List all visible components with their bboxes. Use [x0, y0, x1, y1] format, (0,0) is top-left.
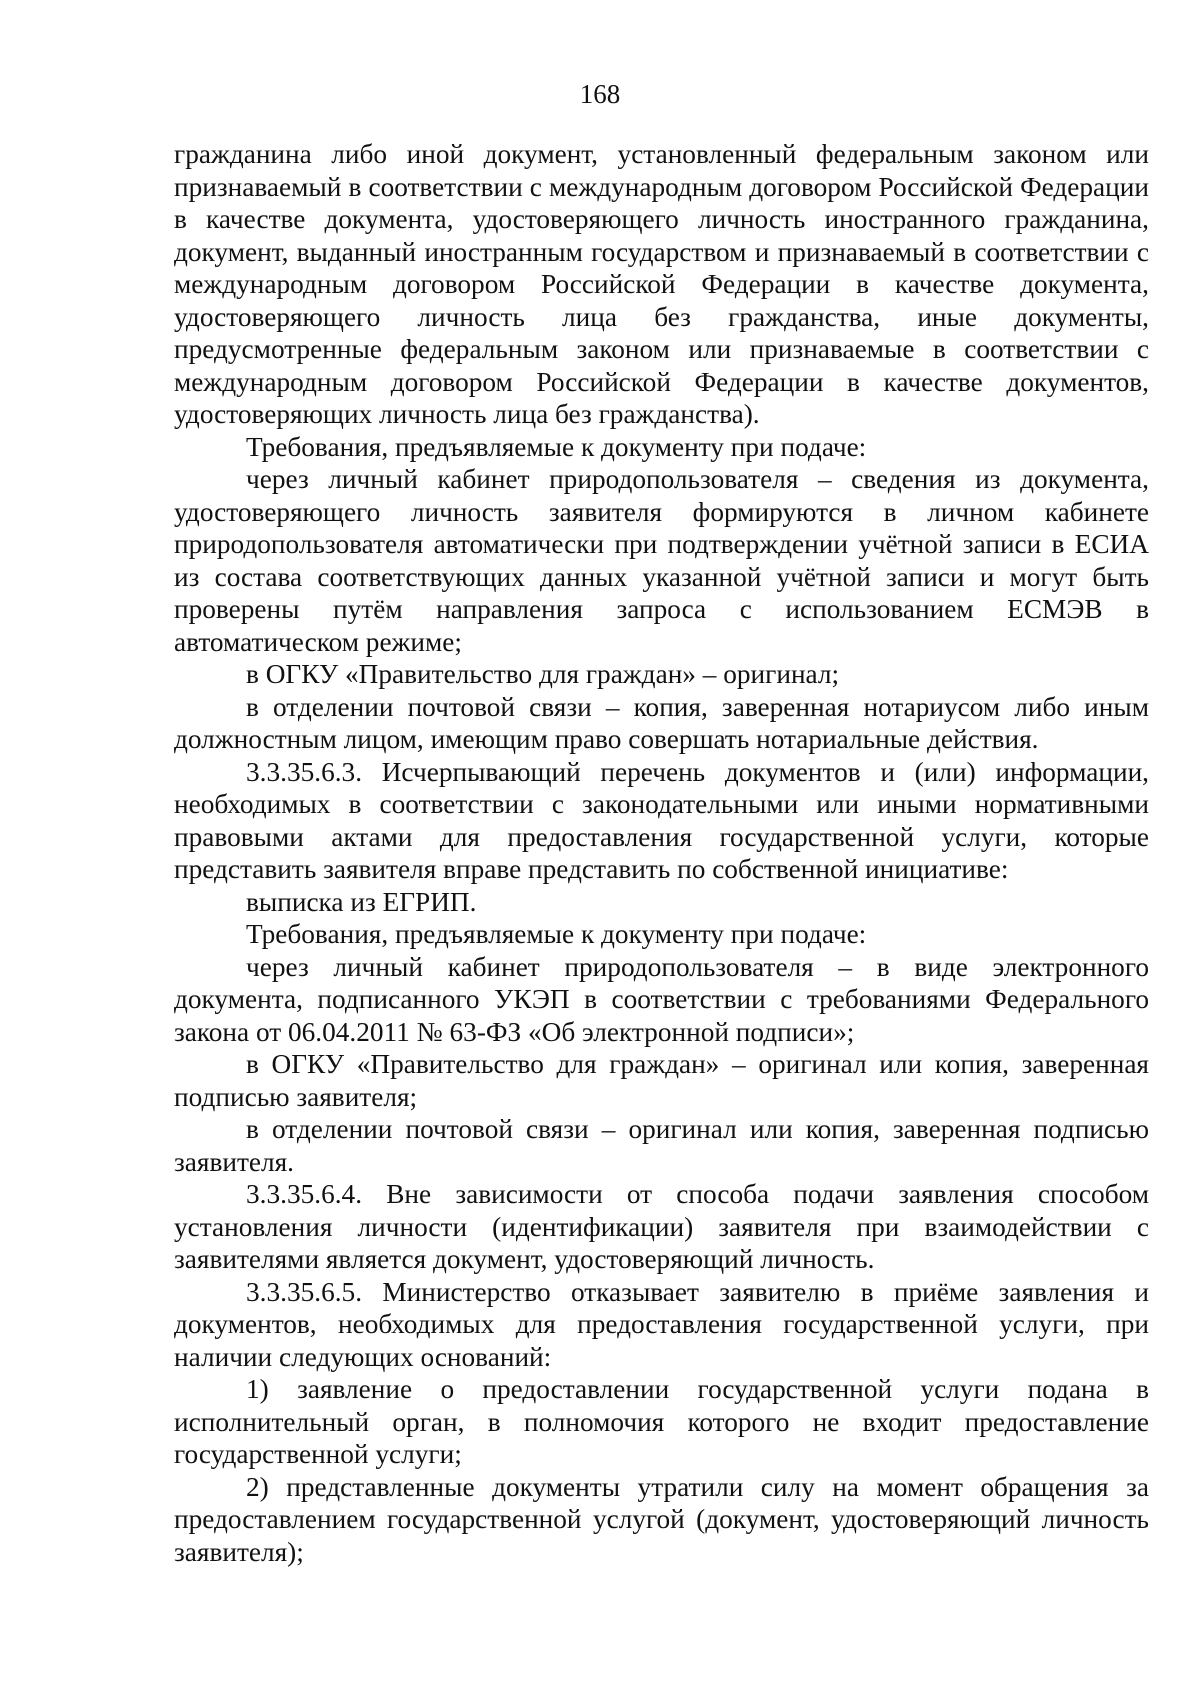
paragraph-8: Требования, предъявляемые к документу при подаче: — [246, 919, 867, 949]
paragraph-3: через личный кабинет природопользователя – сведения из документа, удостоверяющего личность заявителя формируются в личном кабинете природопользователя автоматически при подтверждении учётной записи в ЕСИА из состава соответствующих данных указанной учётной записи и могут быть проверены путём направления запроса с использованием ЕСМЭВ в автоматическом режиме; — [174, 464, 1149, 657]
paragraph-11: в отделении почтовой связи – оригинал или копия, заверенная подписью заявителя. — [174, 1114, 1149, 1177]
paragraph-1: гражданина либо иной документ, установленный федеральным законом или признаваемый в соответствии с международным договором Российской Федерации в качестве документа, удостоверяющего личность иностранного гражданина, документ, выданный иностранным государством и признаваемый в соответствии с международным договором Российской Федерации в качестве документа, удостоверяющего личность лица без гражданства, иные документы, предусмотренные федеральным законом или признаваемые в соответствии с международным договором Российской Федерации в качестве документов, удостоверяющих личность лица без гражданства). — [174, 139, 1149, 429]
paragraph-14: 1) заявление о предоставлении государственной услуги подана в исполнительный орган, в полномочия которого не входит предоставление государственной услуги; — [174, 1374, 1149, 1469]
paragraph-5: в отделении почтовой связи – копия, заверенная нотариусом либо иным должностным лицом, имеющим право совершать нотариальные действия. — [174, 691, 1149, 754]
paragraph-15: 2) представленные документы утратили силу на момент обращения за предоставлением государственной услугой (документ, удостоверяющий личность заявителя); — [174, 1471, 1149, 1567]
paragraph-13: 3.3.35.6.5. Министерство отказывает заявителю в приёме заявления и документов, необходимых для предоставления государственной услуги, при наличии следующих оснований: — [174, 1276, 1149, 1372]
paragraph-12: 3.3.35.6.4. Вне зависимости от способа подачи заявления способом установления личности (идентификации) заявителя при взаимодействии с заявителями является документ, удостоверяющий личность. — [174, 1179, 1149, 1274]
paragraph-4: в ОГКУ «Правительство для граждан» – оригинал; — [246, 659, 840, 689]
paragraph-9: через личный кабинет природопользователя – в виде электронного документа, подписанного УКЭП в соответствии с требованиями Федерального закона от 06.04.2011 № 63-ФЗ «Об электронной подписи»; — [174, 951, 1149, 1047]
paragraph-10: в ОГКУ «Правительство для граждан» – оригинал или копия, заверенная подписью заявителя; — [174, 1049, 1149, 1112]
document-body — [174, 138, 1149, 1568]
paragraph-2: Требования, предъявляемые к документу при подаче: — [246, 431, 867, 462]
page-number: 168 — [579, 79, 621, 109]
paragraph-7: выписка из ЕГРИП. — [246, 886, 477, 917]
paragraph-6: 3.3.35.6.3. Исчерпывающий перечень документов и (или) информации, необходимых в соответствии с законодательными или иными нормативными правовыми актами для предоставления государственной услуги, которые представить заявителя вправе представить по собственной инициативе: — [174, 756, 1149, 884]
